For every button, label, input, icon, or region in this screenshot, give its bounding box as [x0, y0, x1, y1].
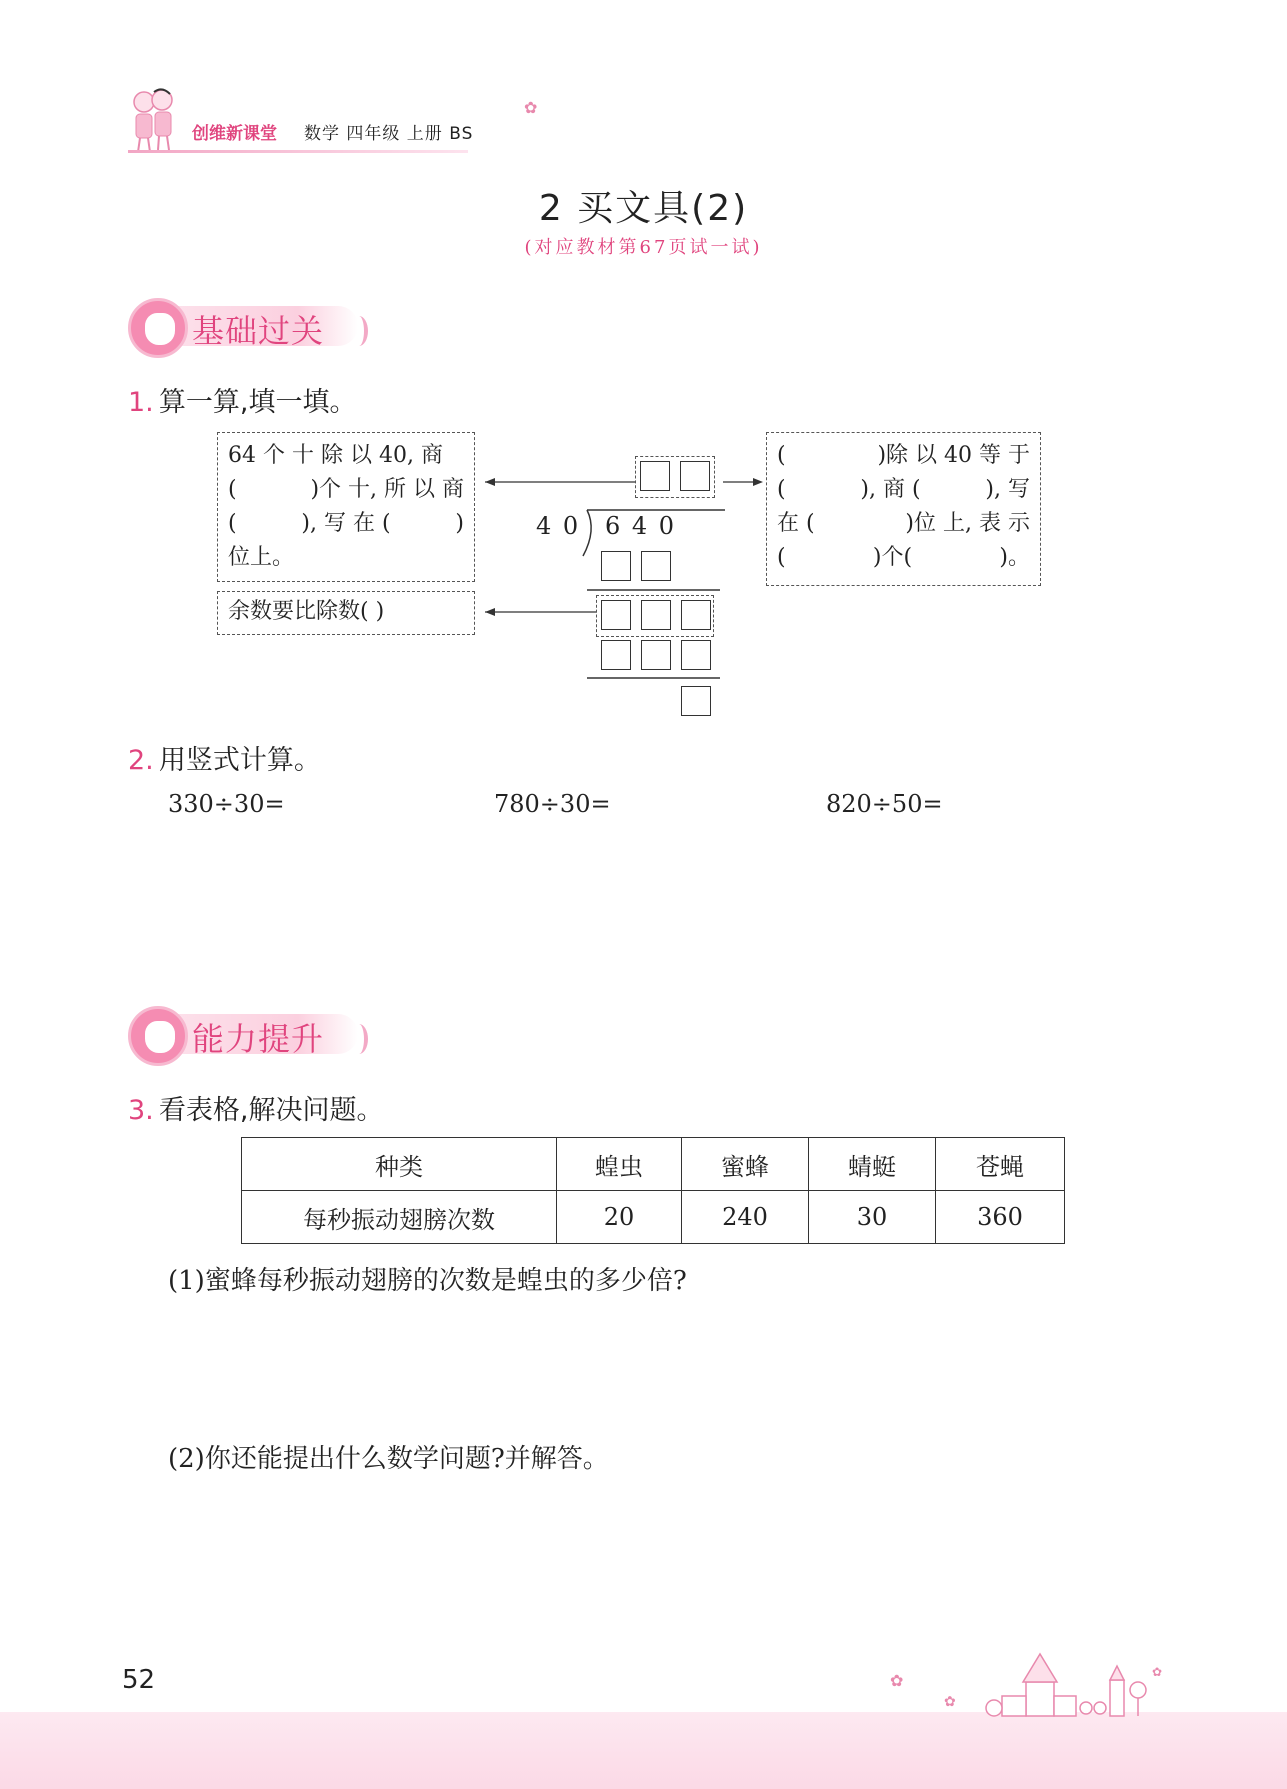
table-header-cell: 种类: [242, 1138, 557, 1191]
digit-box[interactable]: [601, 640, 631, 670]
hint-line: ( )除 以 40 等 于: [777, 443, 1030, 468]
hint-box-quotient: [217, 432, 475, 582]
section-banner-basic: [128, 296, 368, 356]
book-info: 数学 四年级 上册 BS: [304, 124, 474, 144]
svg-text:✿: ✿: [1152, 1665, 1163, 1679]
table-header-row: [242, 1138, 1065, 1191]
digit-box[interactable]: [681, 600, 711, 630]
long-division-diagram: [475, 440, 775, 730]
dividend: 6 4 0: [605, 512, 677, 540]
table-cell: 20: [557, 1191, 682, 1244]
question-text: 算一算,填一填。: [158, 387, 357, 418]
digit-box[interactable]: [601, 600, 631, 630]
mascot-icon: [128, 1006, 188, 1066]
table-header-cell: 苍蝇: [936, 1138, 1065, 1191]
quotient-digit-box[interactable]: [680, 461, 710, 491]
division-problem: 780÷30=: [494, 790, 611, 818]
svg-text:✿: ✿: [890, 1671, 904, 1690]
product-digit-box[interactable]: [641, 551, 671, 581]
sub-question-2: (2)你还能提出什么数学问题?并解答。: [168, 1444, 609, 1474]
hint-line: ( ), 商 ( ), 写: [777, 477, 1030, 502]
flower-icon: ✿: [524, 98, 538, 117]
hint-line: ( )个( )。: [777, 545, 1030, 570]
hint-line: 位上。: [228, 545, 295, 570]
question-number: 1.: [128, 387, 154, 418]
division-problem: 330÷30=: [168, 790, 285, 818]
hint-box-remainder: 余数要比除数( ): [217, 591, 475, 635]
page-title: 2 买文具(2): [538, 188, 749, 229]
castle-decoration-icon: [890, 1650, 1170, 1720]
question-text: 用竖式计算。: [158, 745, 321, 776]
table-cell: 360: [936, 1191, 1065, 1244]
division-problem: 820÷50=: [826, 790, 943, 818]
insect-table: [241, 1137, 1065, 1244]
section-title: 能力提升: [192, 1020, 325, 1058]
table-cell: 30: [809, 1191, 936, 1244]
final-remainder-box[interactable]: [681, 686, 711, 716]
section-title: 基础过关: [192, 312, 325, 350]
quotient-digit-box[interactable]: [640, 461, 670, 491]
section-banner-advanced: [128, 1004, 368, 1064]
hint-line: ( ), 写 在 ( ): [228, 511, 464, 536]
table-header-cell: 蜻蜓: [809, 1138, 936, 1191]
digit-box[interactable]: [641, 600, 671, 630]
digit-box[interactable]: [641, 640, 671, 670]
question-number: 3.: [128, 1095, 154, 1126]
table-cell: 240: [682, 1191, 809, 1244]
sub-question-1: (1)蜜蜂每秒振动翅膀的次数是蝗虫的多少倍?: [168, 1266, 687, 1296]
page-number: 52: [122, 1665, 156, 1695]
hint-box-tens: [766, 432, 1041, 586]
footer-band: [0, 1712, 1287, 1789]
table-cell: 每秒振动翅膀次数: [242, 1191, 557, 1244]
product-digit-box[interactable]: [601, 551, 631, 581]
header-divider: [128, 150, 468, 153]
hint-line: 64 个 十 除 以 40, 商: [228, 443, 443, 468]
table-header-cell: 蜜蜂: [682, 1138, 809, 1191]
children-illustration-icon: [128, 88, 178, 154]
question-number: 2.: [128, 745, 154, 776]
hint-line: ( )个 十, 所 以 商: [228, 477, 464, 502]
table-header-cell: 蝗虫: [557, 1138, 682, 1191]
hint-line: 在 ( )位 上, 表 示: [777, 511, 1030, 536]
mascot-icon: [128, 298, 188, 358]
divisor: 4 0: [536, 512, 581, 540]
svg-text:✿: ✿: [944, 1694, 956, 1710]
brand-name: 创维新课堂: [192, 124, 277, 144]
table-row: [242, 1191, 1065, 1244]
digit-box[interactable]: [681, 640, 711, 670]
question-text: 看表格,解决问题。: [158, 1095, 384, 1126]
page-subtitle: (对应教材第67页试一试): [524, 237, 763, 258]
